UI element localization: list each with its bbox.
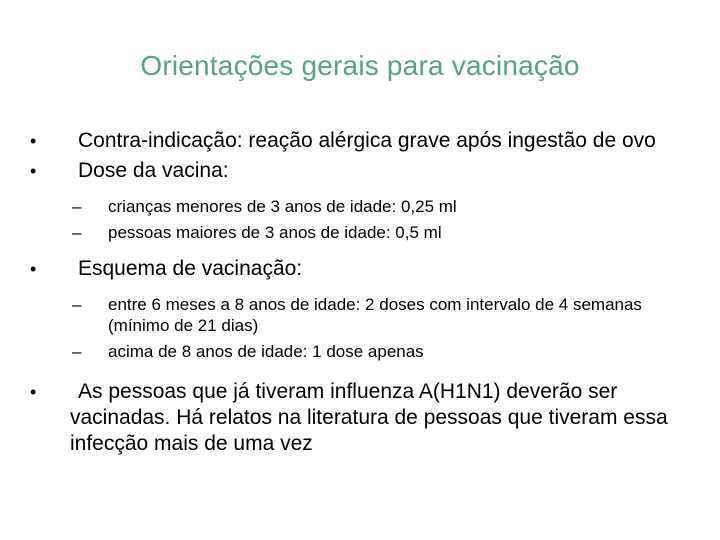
- bullet-item-contraindication: [30, 128, 680, 154]
- sub-marker: –: [72, 295, 82, 314]
- bullet-marker: •: [30, 382, 37, 402]
- sub-marker: –: [72, 223, 82, 242]
- bullet-marker: •: [30, 259, 37, 279]
- sub-marker: –: [72, 342, 82, 361]
- sub-item-text: acima de 8 anos de idade: 1 dose apenas: [108, 342, 424, 361]
- sub-marker: –: [72, 197, 82, 216]
- bullet-item-schedule: [30, 256, 680, 282]
- bullet-text: Contra-indicação: reação alérgica grave após ingestão de ovo: [78, 129, 656, 152]
- sub-item-text: pessoas maiores de 3 anos de idade: 0,5 ml: [108, 223, 442, 242]
- sub-item-schedule-over-8: [30, 341, 680, 362]
- bullet-item-dose: [30, 158, 680, 184]
- sub-item-text: entre 6 meses a 8 anos de idade: 2 doses com intervalo de 4 semanas (mínimo de 21 dias): [108, 295, 642, 335]
- sub-item-dose-adults: [30, 222, 680, 243]
- sub-item-schedule-under-8: [30, 294, 680, 336]
- sub-item-text: crianças menores de 3 anos de idade: 0,25 ml: [108, 197, 457, 216]
- bullet-marker: •: [30, 131, 37, 151]
- sub-item-dose-children: [30, 196, 680, 217]
- bullet-list: [30, 128, 680, 461]
- bullet-marker: •: [30, 161, 37, 181]
- slide-title: Orientações gerais para vacinação: [140, 50, 580, 81]
- bullet-text: Dose da vacina:: [78, 159, 229, 182]
- bullet-text: As pessoas que já tiveram influenza A(H1N1) deverão ser vacinadas. Há relatos na literatura de pessoas que tiveram essa infecção mais de uma vez: [70, 380, 668, 455]
- bullet-text: Esquema de vacinação:: [78, 257, 303, 280]
- bullet-item-previous-infection: [30, 379, 680, 457]
